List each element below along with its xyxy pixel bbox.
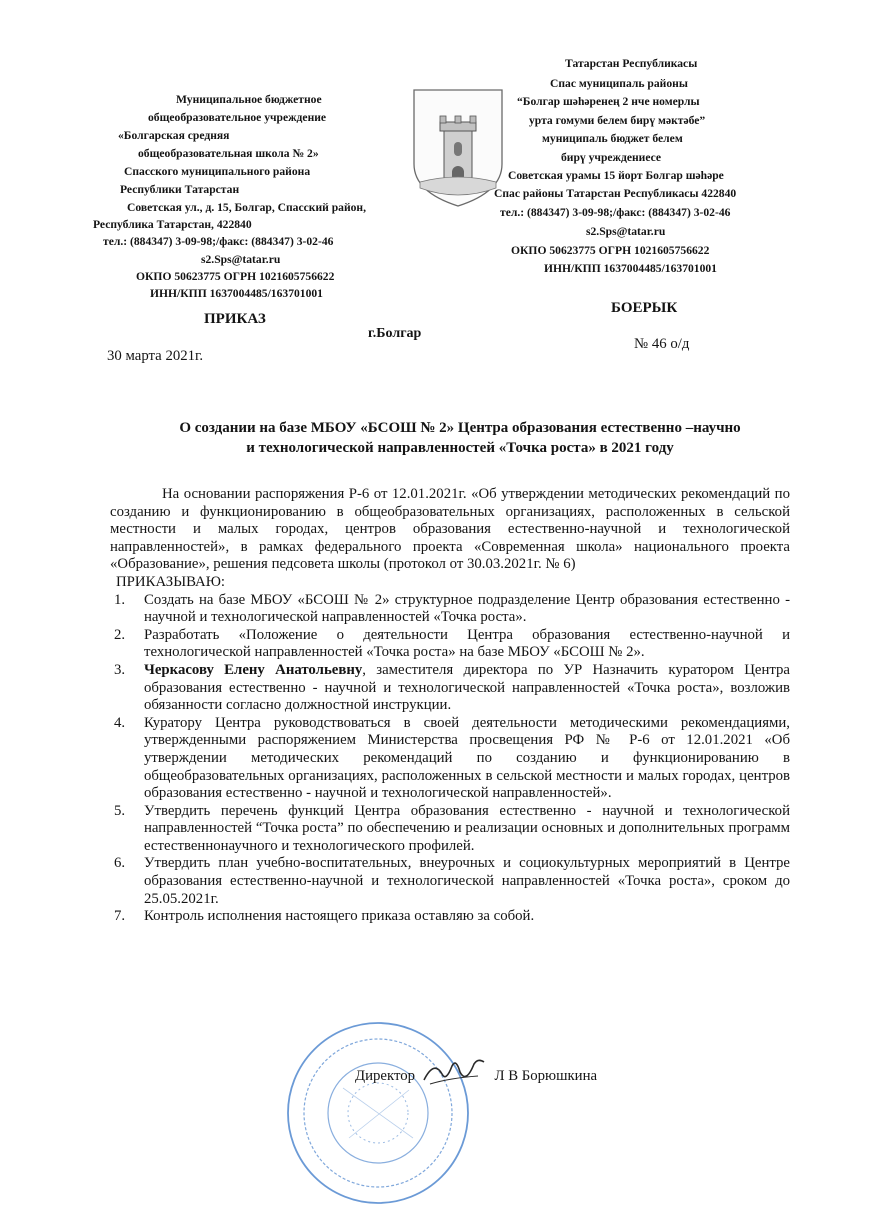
order-number: № 46 о/д	[634, 336, 690, 352]
header-left-line: тел.: (884347) 3-09-98;/факс: (884347) 3-02-46	[103, 235, 334, 248]
header-right-line: ИНН/КПП 1637004485/163701001	[544, 262, 717, 275]
header-right-line: Спас районы Татарстан Республикасы 422840	[494, 187, 737, 200]
header-right-line: ОКПО 50623775 ОГРН 1021605756622	[511, 244, 710, 257]
header-left-line: ИНН/КПП 1637004485/163701001	[150, 287, 323, 300]
item-number: 7.	[114, 908, 126, 925]
header-left-line: Муниципальное бюджетное	[176, 93, 322, 106]
item-number: 3.	[114, 661, 126, 678]
list-item	[110, 662, 790, 715]
header-left-line: ОКПО 50623775 ОГРН 1021605756622	[136, 270, 335, 283]
signatory-name: Л В Борюшкина	[494, 1068, 598, 1084]
item-text: Утвердить план учебно-воспитательных, внеурочных и социокультурных мероприятий в Центре образования естественно-научной и технологической направленностей «Точка роста», сроком до 25.05.2021г.	[144, 855, 790, 907]
preamble: На основании распоряжения Р-6 от 12.01.2021г. «Об утверждении методических рекомендаций по созданию и функционированию в общеобразовательных организациях, расположенных в сельской местности и малых городах, центров образования естественно-научной и технологической направленностей», в рамках федерального проекта «Современная школа» национального проекта «Образование», решения педсовета школы (протокол от 30.03.2021г. № 6)	[110, 486, 790, 573]
header-left-line: s2.Sps@tatar.ru	[201, 253, 281, 266]
list-item	[110, 715, 790, 803]
header-right-line: урта гомуми белем бирү мәктәбе”	[529, 114, 706, 127]
item-number: 1.	[114, 591, 126, 608]
list-item	[110, 803, 790, 856]
list-item	[110, 627, 790, 662]
item-number: 6.	[114, 855, 126, 872]
item-number: 2.	[114, 626, 126, 643]
item-text: Контроль исполнения настоящего приказа оставляю за собой.	[144, 908, 535, 925]
handwritten-signature-icon	[420, 1054, 488, 1090]
order-title-ru: ПРИКАЗ	[204, 311, 266, 327]
header-left-line: Спасского муниципального района	[124, 165, 311, 178]
header-right-line: Советская урамы 15 йорт Болгар шәһәре	[508, 169, 724, 182]
item-text: Утвердить перечень функций Центра образования естественно - научной и технологической направленностей “Точка роста” по обеспечению и реализации основных и дополнительных программ естественнонаучного и технологического профилей.	[144, 802, 790, 854]
header-right-line: муниципаль бюджет белем	[542, 132, 683, 145]
header-right-line: “Болгар шәһәренең 2 нче номерлы	[517, 95, 700, 108]
coat-of-arms-icon	[410, 86, 506, 210]
header-left-line: «Болгарская средняя	[118, 129, 230, 142]
title-line: и технологической направленностей «Точка роста» в 2021 году	[246, 440, 674, 456]
list-item	[110, 908, 790, 926]
order-items-list	[110, 592, 790, 926]
item-text: Разработать «Положение о деятельности Центра образования естественно-научной и технологической направленностей «Точка роста» на базе МБОУ «БСОШ № 2».	[144, 626, 790, 661]
document-body	[110, 486, 790, 926]
order-title-tt: БОЕРЫК	[611, 300, 678, 316]
header-left-line: Советская ул., д. 15, Болгар, Спасский район,	[127, 201, 367, 214]
signatory-position: Директор	[355, 1068, 416, 1084]
item-text: , заместителя директора по УР Назначить куратором Центра образования естественно - научной и технологической направленностей «Точка роста», возложив обязанности согласно должностной инструкции.	[144, 661, 790, 714]
item-bold-name: Черкасову Елену Анатольевну	[144, 661, 363, 678]
title-line: О создании на базе МБОУ «БСОШ № 2» Центра образования естественно –научно	[179, 420, 741, 436]
header-left-line: общеобразовательная школа № 2»	[138, 147, 319, 160]
order-date: 30 марта 2021г.	[107, 348, 204, 364]
header-right-line: Спас муниципаль районы	[550, 77, 688, 90]
header-left-line: общеобразовательное учреждение	[148, 111, 327, 124]
header-right-line: тел.: (884347) 3-09-98;/факс: (884347) 3-02-46	[500, 206, 731, 219]
header-right-line: Татарстан Республикасы	[565, 57, 698, 70]
list-item	[110, 855, 790, 908]
list-item	[110, 592, 790, 627]
item-text: Создать на базе МБОУ «БСОШ № 2» структурное подразделение Центр образования естественно - научной и технологической направленностей «Точка роста».	[144, 591, 790, 626]
document-title	[120, 418, 800, 458]
item-number: 5.	[114, 802, 126, 819]
item-text: Куратору Центра руководствоваться в своей деятельности методическими рекомендациями, утвержденными распоряжением Министерства просвещения РФ № Р-6 от 12.01.2021 «Об утверждении методических рекомендаций по созданию и функционированию в общеобразовательных организациях, расположенных в сельской местности и малых городах, центров образования естественно - научной и технологической направленностей».	[144, 714, 790, 802]
stamp-icon	[283, 1018, 473, 1208]
header-left-line: Республика Татарстан, 422840	[93, 218, 252, 231]
header-left-line: Республики Татарстан	[120, 183, 240, 196]
item-number: 4.	[114, 714, 126, 731]
prikazyvayu-label: ПРИКАЗЫВАЮ:	[116, 573, 226, 590]
header-right-line: бирү учреждениесе	[561, 151, 662, 164]
order-city: г.Болгар	[368, 326, 422, 341]
header-right-line: s2.Sps@tatar.ru	[586, 225, 666, 238]
